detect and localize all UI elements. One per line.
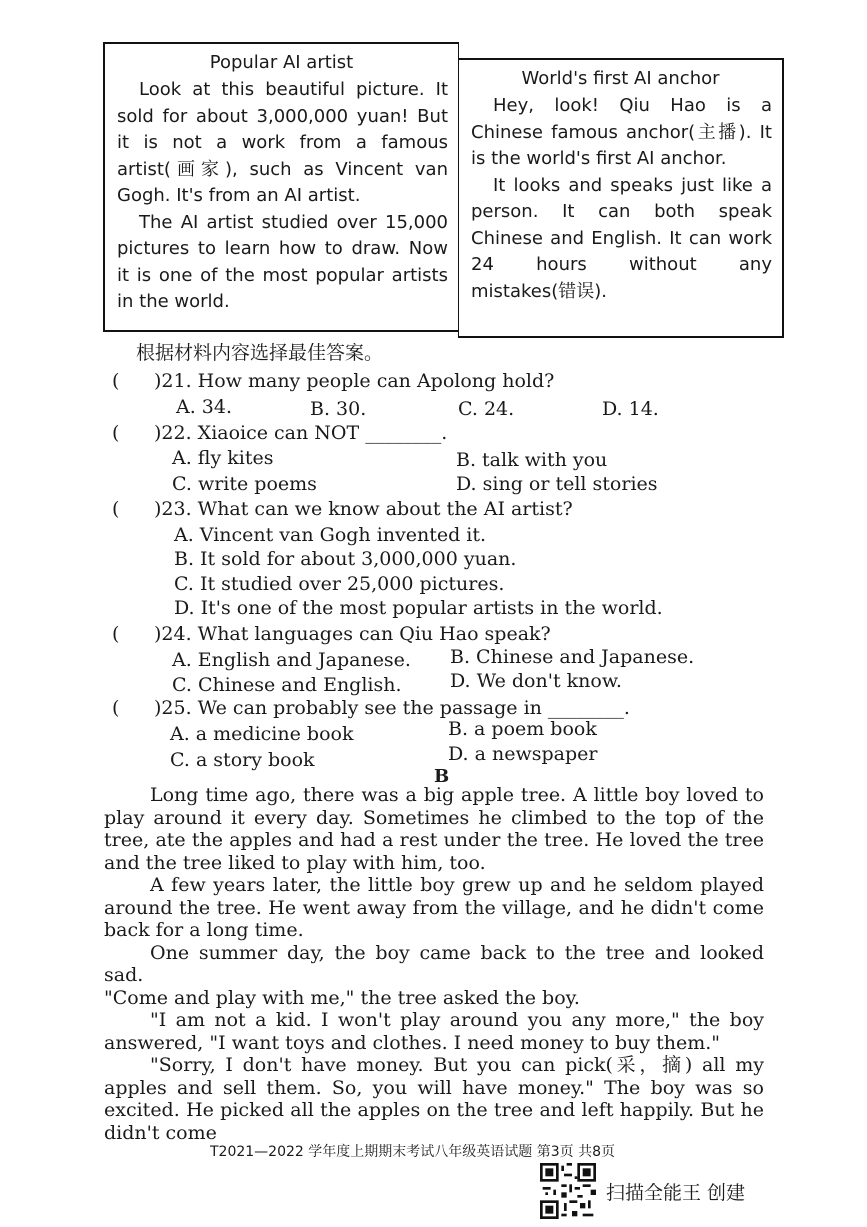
q22-option-b: B. talk with you	[456, 449, 608, 471]
ai-artist-box	[103, 42, 459, 332]
q25-option-b: B. a poem book	[448, 718, 597, 740]
answer-blank[interactable]: (	[112, 498, 120, 520]
passage-paragraph-2: A few years later, the little boy grew up and he seldom played around the tree. He went away from the village, and he didn't come back for a long time.	[104, 874, 764, 941]
q25-option-c: C. a story book	[170, 749, 315, 771]
question-22	[112, 422, 447, 444]
question-24	[112, 623, 551, 645]
qr-code-icon	[540, 1163, 596, 1219]
ai-artist-paragraph-2: The AI artist studied over 15,000 pictures to learn how to draw. Now it is one of the most popular artists in the world.	[117, 211, 448, 312]
answer-blank[interactable]: (	[112, 623, 120, 645]
ai-artist-paragraph-1: Look at this beautiful picture. It sold for about 3,000,000 yuan! But it is not a work from a famous artist(画家), such as Vincent van Gogh. It's from an AI artist.	[117, 79, 448, 206]
question-23	[112, 498, 573, 520]
passage-b	[104, 784, 764, 1144]
question-22-stem: )22. Xiaoice can NOT ________.	[154, 422, 448, 444]
ai-anchor-text	[459, 93, 782, 305]
q24-option-d: D. We don't know.	[450, 670, 622, 692]
passage-paragraph-1: Long time ago, there was a big apple tree. A little boy loved to play around it every day. Sometimes he climbed to the top of the tree, ate the apples and had a rest under the tree. He loved the tree and the tree liked to play with him, too.	[104, 784, 764, 874]
q22-option-d: D. sing or tell stories	[456, 473, 658, 495]
q23-option-a: A. Vincent van Gogh invented it.	[174, 524, 487, 546]
question-25	[112, 697, 630, 719]
q25-option-d: D. a newspaper	[448, 743, 598, 765]
q23-option-d: D. It's one of the most popular artists in the world.	[174, 597, 663, 619]
q21-option-d: D. 14.	[602, 398, 659, 420]
q23-option-c: C. It studied over 25,000 pictures.	[174, 573, 505, 595]
answer-blank[interactable]: (	[112, 697, 120, 719]
section-b-heading: B	[434, 766, 450, 787]
ai-anchor-paragraph-1: Hey, look! Qiu Hao is a Chinese famous anchor(主播). It is the world's first AI anchor.	[471, 95, 772, 169]
answer-blank[interactable]: (	[112, 370, 120, 392]
q22-option-a: A. fly kites	[172, 447, 274, 469]
instruction: 根据材料内容选择最佳答案。	[136, 342, 384, 364]
q21-option-b: B. 30.	[310, 398, 367, 420]
scanner-credit: 扫描全能王 创建	[606, 1182, 746, 1204]
q24-option-a: A. English and Japanese.	[172, 649, 411, 671]
ai-artist-text	[105, 77, 458, 316]
q23-option-b: B. It sold for about 3,000,000 yuan.	[174, 548, 517, 570]
question-23-stem: )23. What can we know about the AI artist?	[154, 498, 573, 520]
ai-anchor-title: World's first AI anchor	[521, 68, 720, 89]
q24-option-c: C. Chinese and English.	[172, 674, 402, 696]
q21-option-a: A. 34.	[176, 396, 233, 418]
q24-option-b: B. Chinese and Japanese.	[450, 646, 695, 668]
ai-artist-title: Popular AI artist	[209, 52, 354, 73]
answer-blank[interactable]: (	[112, 422, 120, 444]
question-21	[112, 370, 554, 392]
ai-anchor-paragraph-2: It looks and speaks just like a person. It can both speak Chinese and English. It can work 24 hours without any mistakes(错误).	[471, 174, 772, 302]
question-25-stem: )25. We can probably see the passage in ________.	[154, 697, 630, 719]
passage-paragraph-3: One summer day, the boy came back to the tree and looked sad.	[104, 941, 764, 986]
question-24-stem: )24. What languages can Qiu Hao speak?	[154, 623, 551, 645]
passage-paragraph-5: "I am not a kid. I won't play around you any more," the boy answered, "I want toys and clothes. I need money to buy them."	[104, 1009, 764, 1054]
q21-option-c: C. 24.	[458, 398, 515, 420]
passage-paragraph-6: "Sorry, I don't have money. But you can pick(采，摘) all my apples and sell them. So, you will have money." The boy was so excited. He picked all the apples on the tree and left happily. But he didn't come	[104, 1054, 764, 1144]
ai-anchor-box	[458, 58, 784, 338]
passage-paragraph-4: "Come and play with me," the tree asked the boy.	[104, 986, 580, 1009]
q25-option-a: A. a medicine book	[170, 723, 354, 745]
q22-option-c: C. write poems	[172, 473, 317, 495]
question-21-stem: )21. How many people can Apolong hold?	[154, 370, 555, 392]
page-footer: T2021—2022 学年度上期期末考试八年级英语试题 第3页 共8页	[210, 1144, 615, 1160]
